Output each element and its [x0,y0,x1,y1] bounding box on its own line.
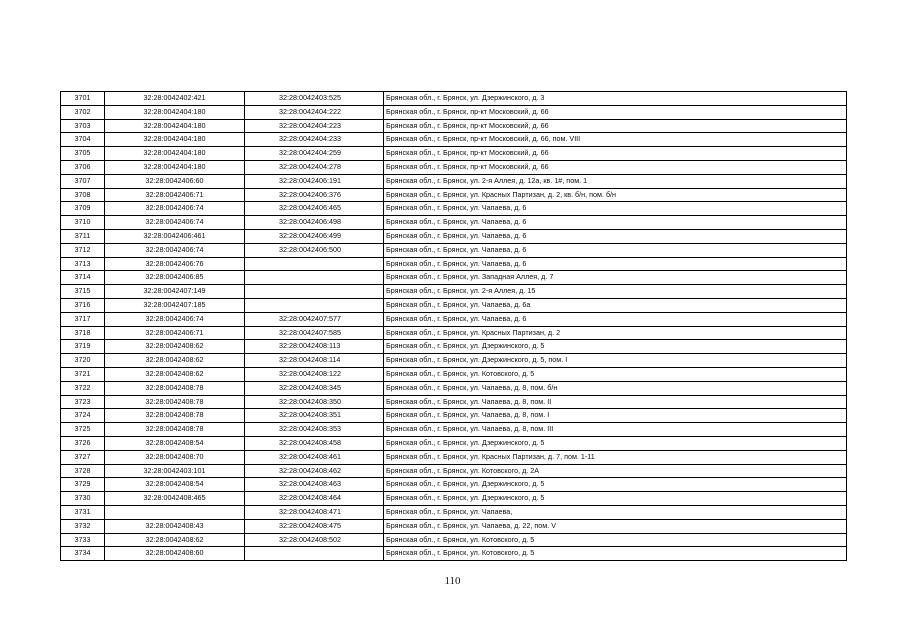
cadastral-number-cell: 32:28:0042403:525 [245,92,384,106]
parent-cadastral-number-cell: 32:28:0042407:185 [105,298,245,312]
parent-cadastral-number-cell: 32:28:0042404:180 [105,133,245,147]
address-cell: Брянская обл., г. Брянск, ул. Чапаева, д. 8, пом. б/н [384,381,847,395]
cadastral-number-cell: 32:28:0042406:500 [245,243,384,257]
row-number-cell: 3713 [61,257,105,271]
parent-cadastral-number-cell: 32:28:0042406:74 [105,216,245,230]
address-cell: Брянская обл., г. Брянск, пр-кт Московский, д. 66 [384,105,847,119]
row-number-cell: 3711 [61,229,105,243]
address-cell: Брянская обл., г. Брянск, ул. Котовского, д. 5 [384,547,847,561]
row-number-cell: 3705 [61,147,105,161]
parent-cadastral-number-cell: 32:28:0042408:70 [105,450,245,464]
cadastral-number-cell: 32:28:0042408:462 [245,464,384,478]
table-row [61,92,847,106]
cadastral-number-cell: 32:28:0042408:114 [245,354,384,368]
table-row [61,367,847,381]
row-number-cell: 3734 [61,547,105,561]
table-row [61,216,847,230]
parent-cadastral-number-cell: 32:28:0042407:149 [105,285,245,299]
parent-cadastral-number-cell: 32:28:0042404:180 [105,119,245,133]
address-cell: Брянская обл., г. Брянск, ул. Чапаева, д. 6 [384,312,847,326]
row-number-cell: 3723 [61,395,105,409]
table-row [61,326,847,340]
address-cell: Брянская обл., г. Брянск, пр-кт Московский, д. 66 [384,119,847,133]
address-cell: Брянская обл., г. Брянск, ул. 2-я Аллея, д. 15 [384,285,847,299]
table-row [61,450,847,464]
cadastral-number-cell: 32:28:0042406:499 [245,229,384,243]
row-number-cell: 3717 [61,312,105,326]
parent-cadastral-number-cell: 32:28:0042408:78 [105,423,245,437]
cadastral-number-cell: 32:28:0042408:345 [245,381,384,395]
table-row [61,533,847,547]
table-row [61,340,847,354]
table-row [61,285,847,299]
parent-cadastral-number-cell: 32:28:0042408:465 [105,492,245,506]
parent-cadastral-number-cell: 32:28:0042406:60 [105,174,245,188]
address-cell: Брянская обл., г. Брянск, ул. Чапаева, д. 6 [384,202,847,216]
row-number-cell: 3725 [61,423,105,437]
parent-cadastral-number-cell: 32:28:0042406:461 [105,229,245,243]
row-number-cell: 3730 [61,492,105,506]
row-number-cell: 3706 [61,160,105,174]
parent-cadastral-number-cell: 32:28:0042406:85 [105,271,245,285]
cadastral-number-cell: 32:28:0042404:223 [245,119,384,133]
cadastral-number-cell: 32:28:0042404:233 [245,133,384,147]
row-number-cell: 3714 [61,271,105,285]
row-number-cell: 3732 [61,519,105,533]
address-cell: Брянская обл., г. Брянск, ул. Чапаева, [384,505,847,519]
address-cell: Брянская обл., г. Брянск, ул. Дзержинского, д. 3 [384,92,847,106]
row-number-cell: 3733 [61,533,105,547]
cadastral-number-cell: 32:28:0042406:376 [245,188,384,202]
address-cell: Брянская обл., г. Брянск, ул. Дзержинского, д. 5 [384,436,847,450]
row-number-cell: 3715 [61,285,105,299]
cadastral-number-cell [245,257,384,271]
row-number-cell: 3729 [61,478,105,492]
table-row [61,147,847,161]
cadastral-number-cell: 32:28:0042404:222 [245,105,384,119]
table-row [61,133,847,147]
table-row [61,395,847,409]
table-body [61,92,847,561]
table-row [61,271,847,285]
row-number-cell: 3718 [61,326,105,340]
parent-cadastral-number-cell: 32:28:0042402:421 [105,92,245,106]
cadastral-number-cell: 32:28:0042404:278 [245,160,384,174]
address-cell: Брянская обл., г. Брянск, ул. Котовского, д. 2А [384,464,847,478]
row-number-cell: 3709 [61,202,105,216]
table-row [61,312,847,326]
cadastral-number-cell [245,271,384,285]
address-cell: Брянская обл., г. Брянск, ул. Дзержинского, д. 5 [384,492,847,506]
table-row [61,436,847,450]
table-row [61,257,847,271]
table-row [61,202,847,216]
address-cell: Брянская обл., г. Брянск, ул. Чапаева, д. 6 [384,229,847,243]
cadastral-table [60,91,847,561]
row-number-cell: 3710 [61,216,105,230]
address-cell: Брянская обл., г. Брянск, ул. Чапаева, д. 22, пом. V [384,519,847,533]
row-number-cell: 3708 [61,188,105,202]
parent-cadastral-number-cell: 32:28:0042403:101 [105,464,245,478]
table-row [61,519,847,533]
parent-cadastral-number-cell: 32:28:0042406:74 [105,202,245,216]
cadastral-number-cell: 32:28:0042408:461 [245,450,384,464]
row-number-cell: 3721 [61,367,105,381]
cadastral-number-cell: 32:28:0042408:113 [245,340,384,354]
cadastral-number-cell [245,298,384,312]
cadastral-number-cell: 32:28:0042406:191 [245,174,384,188]
cadastral-number-cell: 32:28:0042408:458 [245,436,384,450]
parent-cadastral-number-cell: 32:28:0042408:54 [105,436,245,450]
address-cell: Брянская обл., г. Брянск, ул. Чапаева, д. 6 [384,243,847,257]
address-cell: Брянская обл., г. Брянск, ул. Красных Партизан, д. 7, пом. 1-11 [384,450,847,464]
parent-cadastral-number-cell: 32:28:0042406:71 [105,326,245,340]
address-cell: Брянская обл., г. Брянск, ул. Западная Аллея, д. 7 [384,271,847,285]
address-cell: Брянская обл., г. Брянск, ул. Дзержинского, д. 5 [384,340,847,354]
address-cell: Брянская обл., г. Брянск, ул. Чапаева, д. 8, пом. II [384,395,847,409]
cadastral-number-cell: 32:28:0042406:498 [245,216,384,230]
address-cell: Брянская обл., г. Брянск, ул. Красных Партизан, д. 2, кв. б/н, пом. б/н [384,188,847,202]
cadastral-number-cell: 32:28:0042407:585 [245,326,384,340]
row-number-cell: 3703 [61,119,105,133]
cadastral-number-cell: 32:28:0042408:122 [245,367,384,381]
table-row [61,492,847,506]
address-cell: Брянская обл., г. Брянск, ул. Чапаева, д. 6 [384,216,847,230]
cadastral-number-cell: 32:28:0042408:351 [245,409,384,423]
row-number-cell: 3716 [61,298,105,312]
address-cell: Брянская обл., г. Брянск, ул. Котовского, д. 5 [384,533,847,547]
row-number-cell: 3722 [61,381,105,395]
table-row [61,478,847,492]
parent-cadastral-number-cell: 32:28:0042408:62 [105,354,245,368]
address-cell: Брянская обл., г. Брянск, пр-кт Московский, д. 66, пом. VIII [384,133,847,147]
cadastral-number-cell: 32:28:0042408:350 [245,395,384,409]
address-cell: Брянская обл., г. Брянск, ул. Чапаева, д. 6 [384,257,847,271]
parent-cadastral-number-cell: 32:28:0042408:60 [105,547,245,561]
cadastral-number-cell: 32:28:0042407:577 [245,312,384,326]
cadastral-number-cell: 32:28:0042404:259 [245,147,384,161]
table-row [61,381,847,395]
table-row [61,119,847,133]
parent-cadastral-number-cell: 32:28:0042408:78 [105,409,245,423]
address-cell: Брянская обл., г. Брянск, ул. Красных Партизан, д. 2 [384,326,847,340]
parent-cadastral-number-cell: 32:28:0042408:62 [105,367,245,381]
table-row [61,409,847,423]
parent-cadastral-number-cell: 32:28:0042404:180 [105,147,245,161]
row-number-cell: 3728 [61,464,105,478]
cadastral-number-cell: 32:28:0042408:502 [245,533,384,547]
address-cell: Брянская обл., г. Брянск, ул. Чапаева, д. 8, пом. III [384,423,847,437]
row-number-cell: 3720 [61,354,105,368]
table-row [61,243,847,257]
parent-cadastral-number-cell: 32:28:0042406:74 [105,312,245,326]
address-cell: Брянская обл., г. Брянск, ул. Чапаева, д. 6а [384,298,847,312]
parent-cadastral-number-cell: 32:28:0042406:71 [105,188,245,202]
address-cell: Брянская обл., г. Брянск, ул. 2-я Аллея, д. 12а, кв. 1#, пом. 1 [384,174,847,188]
address-cell: Брянская обл., г. Брянск, ул. Дзержинского, д. 5 [384,478,847,492]
table-row [61,547,847,561]
parent-cadastral-number-cell: 32:28:0042408:62 [105,340,245,354]
parent-cadastral-number-cell: 32:28:0042404:180 [105,105,245,119]
parent-cadastral-number-cell: 32:28:0042408:78 [105,381,245,395]
cadastral-number-cell: 32:28:0042408:353 [245,423,384,437]
parent-cadastral-number-cell: 32:28:0042406:76 [105,257,245,271]
row-number-cell: 3704 [61,133,105,147]
table-row [61,505,847,519]
parent-cadastral-number-cell: 32:28:0042408:78 [105,395,245,409]
parent-cadastral-number-cell [105,505,245,519]
parent-cadastral-number-cell: 32:28:0042406:74 [105,243,245,257]
page-number: 110 [444,575,461,587]
address-cell: Брянская обл., г. Брянск, пр-кт Московский, д. 66 [384,160,847,174]
cadastral-number-cell: 32:28:0042408:464 [245,492,384,506]
table-row [61,423,847,437]
row-number-cell: 3702 [61,105,105,119]
table-row [61,188,847,202]
cadastral-number-cell [245,285,384,299]
address-cell: Брянская обл., г. Брянск, ул. Чапаева, д. 8, пом. I [384,409,847,423]
row-number-cell: 3712 [61,243,105,257]
table-row [61,105,847,119]
table-row [61,229,847,243]
address-cell: Брянская обл., г. Брянск, ул. Котовского, д. 5 [384,367,847,381]
cadastral-number-cell: 32:28:0042408:475 [245,519,384,533]
table-row [61,160,847,174]
address-cell: Брянская обл., г. Брянск, пр-кт Московский, д. 66 [384,147,847,161]
parent-cadastral-number-cell: 32:28:0042408:43 [105,519,245,533]
address-cell: Брянская обл., г. Брянск, ул. Дзержинского, д. 5, пом. I [384,354,847,368]
cadastral-number-cell [245,547,384,561]
parent-cadastral-number-cell: 32:28:0042408:62 [105,533,245,547]
cadastral-number-cell: 32:28:0042408:463 [245,478,384,492]
row-number-cell: 3731 [61,505,105,519]
table-row [61,174,847,188]
parent-cadastral-number-cell: 32:28:0042408:54 [105,478,245,492]
row-number-cell: 3719 [61,340,105,354]
row-number-cell: 3701 [61,92,105,106]
table-row [61,298,847,312]
table-row [61,464,847,478]
row-number-cell: 3727 [61,450,105,464]
row-number-cell: 3724 [61,409,105,423]
table-row [61,354,847,368]
row-number-cell: 3726 [61,436,105,450]
cadastral-number-cell: 32:28:0042408:471 [245,505,384,519]
cadastral-number-cell: 32:28:0042406:465 [245,202,384,216]
row-number-cell: 3707 [61,174,105,188]
parent-cadastral-number-cell: 32:28:0042404:180 [105,160,245,174]
